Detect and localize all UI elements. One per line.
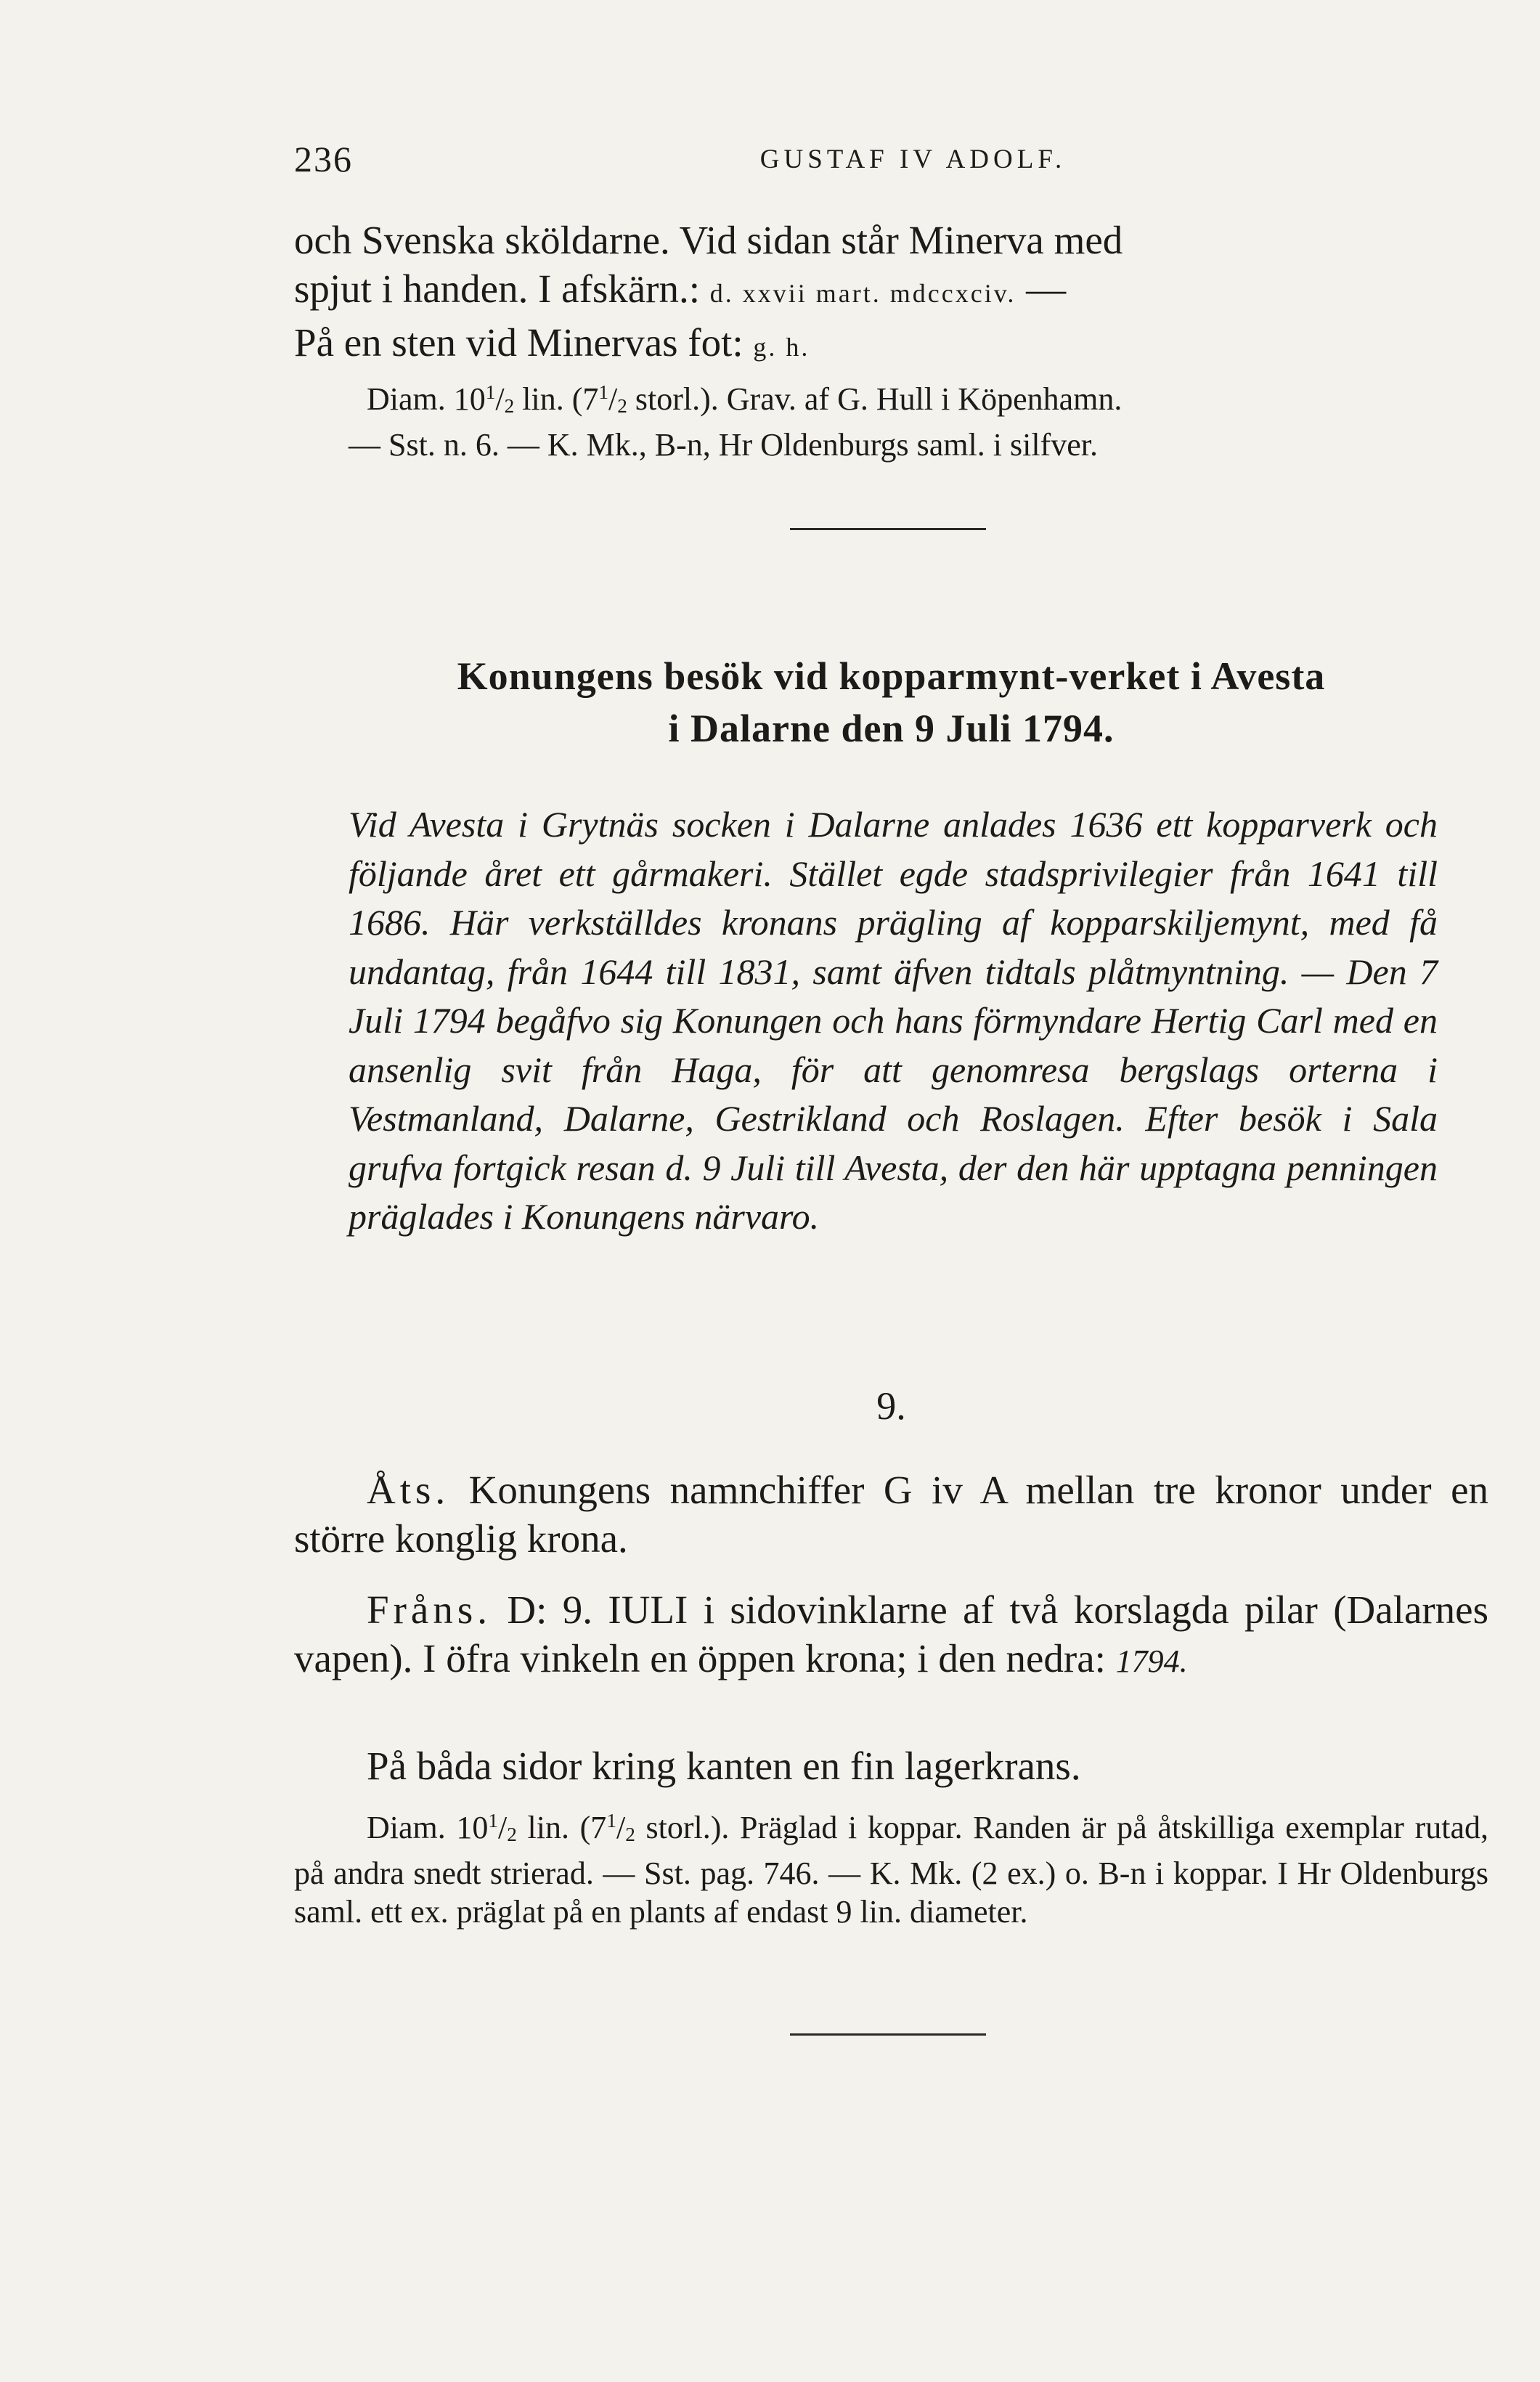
coin-note <box>294 1802 1488 1931</box>
reverse-paragraph <box>294 1585 1488 1686</box>
text-line: och Svenska sköldarne. Vid sidan står Minerva med <box>294 218 1123 262</box>
text-span: lin. (7 <box>516 1810 607 1845</box>
text-span: storl.). Präglad i koppar. Randen är på åtskilliga exemplar rutad, på andra snedt strierad. — Sst. pag. 746. — K. Mk. (2 ex.) o. B-n i koppar. I Hr Oldenburgs saml. ett ex. präglat på en plants af endast 9 lin. diameter. <box>294 1810 1489 1930</box>
text-span: D: 9. IULI i sidovinklarne af två korslagda pilar (Dalarnes vapen). I öfra vinkeln en öppen krona; i den nedra: <box>294 1588 1488 1680</box>
obverse-description <box>294 1466 1488 1563</box>
text-line <box>294 264 1488 318</box>
fraction-num: 1 <box>598 381 609 403</box>
fraction-den: 2 <box>625 1824 635 1846</box>
small-caps-legend: g. h. <box>753 333 810 362</box>
text-span: Diam. 10 <box>367 1810 489 1845</box>
reverse-date: 1794. <box>1115 1643 1188 1679</box>
text-span: lin. (7 <box>514 381 599 417</box>
obverse-paragraph <box>294 1466 1488 1563</box>
coin-note-paragraph <box>294 1802 1488 1931</box>
fraction-slash: / <box>495 381 505 417</box>
note-line <box>294 373 1488 426</box>
obverse-label: Åts. <box>367 1468 450 1512</box>
end-divider <box>790 2033 986 2036</box>
text-span: Konungens namnchiffer G iv A mellan tre kronor under en större konglig krona. <box>294 1468 1488 1561</box>
small-caps-legend: d. xxvii mart. mdccxciv. <box>709 279 1017 308</box>
coin-number: 9. <box>876 1384 906 1428</box>
note-line: — Sst. n. 6. — K. Mk., B-n, Hr Oldenburgs saml. i silfver. <box>349 427 1098 463</box>
title-line: i Dalarne den 9 Juli 1794. <box>668 707 1115 750</box>
intro-paragraph: Vid Avesta i Grytnäs socken i Dalarne anlades 1636 ett kopparverk och följande året ett gårmakeri. Stället egde stadsprivilegier från 1641 till 1686. Här verkställdes kronans prägling af kopparskiljemynt, med få undantag, från 1644 till 1831, samt äfven tidtals plåtmyntning. — Den 7 Juli 1794 begåfvo sig Konungen och hans förmyndare Hertig Carl med en ansenlig svit från Haga, för att genomresa bergslags orterna i Vestmanland, Dalarne, Gestrikland och Roslagen. Efter besök i Sala grufva fortgick resan d. 9 Juli till Avesta, der den här upptagna penningen präglades i Konungens närvaro. <box>349 804 1438 1237</box>
fraction-den: 2 <box>507 1824 517 1846</box>
text-span: — <box>1016 267 1067 311</box>
fraction-slash: / <box>498 1810 508 1845</box>
section-title <box>294 650 1488 755</box>
running-head: GUSTAF IV ADOLF. <box>759 145 1067 174</box>
edge-description <box>294 1741 1488 1790</box>
reverse-description <box>294 1585 1488 1686</box>
fraction-den: 2 <box>504 395 515 418</box>
section-divider <box>790 528 986 530</box>
fraction-num: 1 <box>488 1810 499 1832</box>
fraction-num: 1 <box>485 381 496 403</box>
continued-description <box>294 216 1488 372</box>
reverse-label: Fråns. <box>367 1588 492 1632</box>
fraction-den: 2 <box>617 395 627 418</box>
top-note <box>294 373 1488 464</box>
edge-paragraph: På båda sidor kring kanten en fin lagerkrans. <box>367 1744 1081 1788</box>
page-header <box>294 138 1488 182</box>
title-line: Konungens besök vid kopparmynt-verket i Avesta <box>457 654 1326 698</box>
text-line <box>294 318 1488 372</box>
page-number: 236 <box>294 139 353 179</box>
text-span: På en sten vid Minervas fot: <box>294 320 754 365</box>
section-intro <box>349 800 1438 1242</box>
text-span: spjut i handen. I afskärn.: <box>294 267 710 311</box>
fraction-slash: / <box>608 381 618 417</box>
text-span: Diam. 10 <box>367 381 486 417</box>
text-span: storl.). Grav. af G. Hull i Köpenhamn. <box>627 381 1123 417</box>
fraction-num: 1 <box>606 1810 616 1832</box>
fraction-slash: / <box>616 1810 626 1845</box>
